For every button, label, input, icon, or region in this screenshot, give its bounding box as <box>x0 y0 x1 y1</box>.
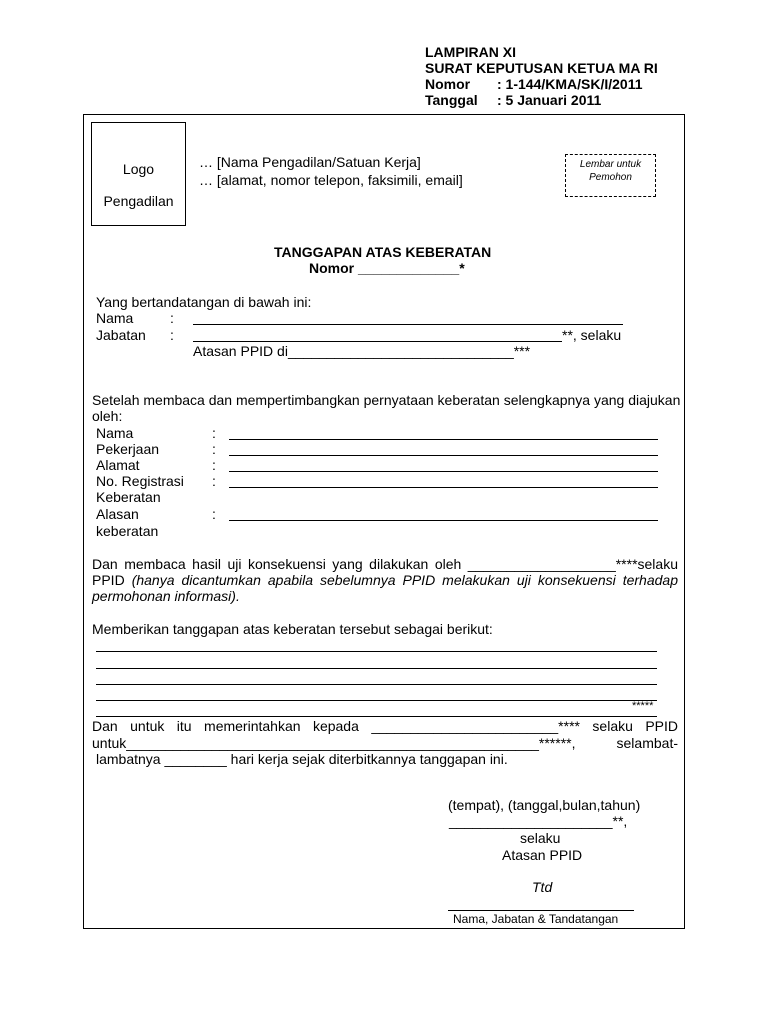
document-title: TANGGAPAN ATAS KEBERATAN <box>274 244 492 260</box>
document-header <box>425 44 658 108</box>
signature-ttd: Ttd <box>532 879 553 895</box>
header-tanggal-row <box>425 92 658 108</box>
logo-text-line1: Logo <box>122 161 155 177</box>
tanggapan-stars: ***** <box>632 700 654 712</box>
header-surat-keputusan: SURAT KEPUTUSAN KETUA MA RI <box>425 60 658 76</box>
konsekuensi-note: (hanya dicantumkan apabila sebelumnya PPID melakukan uji konsekuensi terhadap <box>131 572 678 588</box>
header-nomor-label: Nomor <box>425 76 471 92</box>
header-tanggal-label: Tanggal <box>425 92 478 108</box>
tanggapan-line-1 <box>96 651 657 652</box>
review-field-alasan: Alasan <box>96 506 139 522</box>
perintah-line1: Dan untuk itu memerintahkan kepada ________________________**** selaku PPID <box>92 718 678 734</box>
signer-jabatan-line <box>193 341 562 342</box>
review-line-alasan <box>229 520 658 521</box>
header-nomor-value: : 1-144/KMA/SK/I/2011 <box>497 76 643 92</box>
court-address: … [alamat, nomor telepon, faksimili, email] <box>199 172 463 188</box>
stamp-line2: Pemohon <box>589 172 632 183</box>
header-nomor-row <box>425 76 658 92</box>
perintah-line2: untuk_____________________________________________________******, selambat- <box>92 735 678 751</box>
konsekuensi-ppid: PPID <box>92 572 132 588</box>
signature-atasan: Atasan PPID <box>502 847 583 863</box>
konsekuensi-line1: Dan membaca hasil uji konsekuensi yang dilakukan oleh ___________________****selaku <box>92 556 678 572</box>
tanggapan-line-2 <box>96 668 657 669</box>
review-line-pekerjaan <box>229 455 658 456</box>
signature-caption: Nama, Jabatan & Tandatangan <box>453 912 619 926</box>
logo-text-line2: Pengadilan <box>103 193 174 209</box>
court-logo-placeholder <box>91 122 186 226</box>
perintah-line3: lambatnya ________ hari kerja sejak diterbitkannya tanggapan ini. <box>96 751 508 767</box>
signer-jabatan-suffix: **, selaku <box>562 327 622 343</box>
tanggapan-line-3 <box>96 684 657 685</box>
review-field-registrasi: No. Registrasi <box>96 473 184 489</box>
review-intro-line2: oleh: <box>92 408 123 424</box>
signature-blank: _____________________**, <box>449 813 628 829</box>
review-field-keberatan: Keberatan <box>96 489 161 505</box>
signature-place-date: (tempat), (tanggal,bulan,tahun) <box>448 797 641 813</box>
review-line-nama <box>229 439 658 440</box>
konsekuensi-line3: permohonan informasi). <box>92 588 240 604</box>
review-field-pekerjaan: Pekerjaan <box>96 441 160 457</box>
review-colon-registrasi: : <box>212 473 216 489</box>
review-field-nama: Nama <box>96 425 134 441</box>
lembar-pemohon-stamp <box>565 154 656 197</box>
signer-jabatan-label: Jabatan <box>96 327 146 343</box>
signer-jabatan-colon: : <box>170 327 174 343</box>
signer-nama-label: Nama <box>96 310 134 326</box>
review-line-alamat <box>229 471 658 472</box>
court-name: … [Nama Pengadilan/Satuan Kerja] <box>199 154 421 170</box>
stamp-line1: Lembar untuk <box>579 159 642 170</box>
review-colon-alamat: : <box>212 457 216 473</box>
header-lampiran: LAMPIRAN XI <box>425 44 516 60</box>
tanggapan-line-5 <box>96 716 657 717</box>
konsekuensi-line2 <box>92 572 678 588</box>
signer-nama-colon: : <box>170 310 174 326</box>
tanggapan-line-4 <box>96 700 657 701</box>
header-tanggal-value: : 5 Januari 2011 <box>497 92 602 108</box>
review-colon-pekerjaan: : <box>212 441 216 457</box>
review-field-alamat: Alamat <box>96 457 140 473</box>
review-colon-alasan: : <box>212 506 216 522</box>
signer-intro: Yang bertandatangan di bawah ini: <box>96 294 312 310</box>
review-field-alasan-keberatan: keberatan <box>96 523 159 539</box>
review-line-registrasi <box>229 487 658 488</box>
document-number: Nomor _____________* <box>309 260 465 276</box>
review-intro-line1: Setelah membaca dan mempertimbangkan pernyataan keberatan selengkapnya yang diajukan <box>92 392 681 408</box>
signer-nama-line <box>193 324 623 325</box>
signature-line <box>448 910 634 911</box>
tanggapan-intro: Memberikan tanggapan atas keberatan tersebut sebagai berikut: <box>92 621 493 637</box>
signer-atasan: Atasan PPID di_____________________________*** <box>193 343 531 359</box>
signature-selaku: selaku <box>520 830 561 846</box>
review-colon-nama: : <box>212 425 216 441</box>
